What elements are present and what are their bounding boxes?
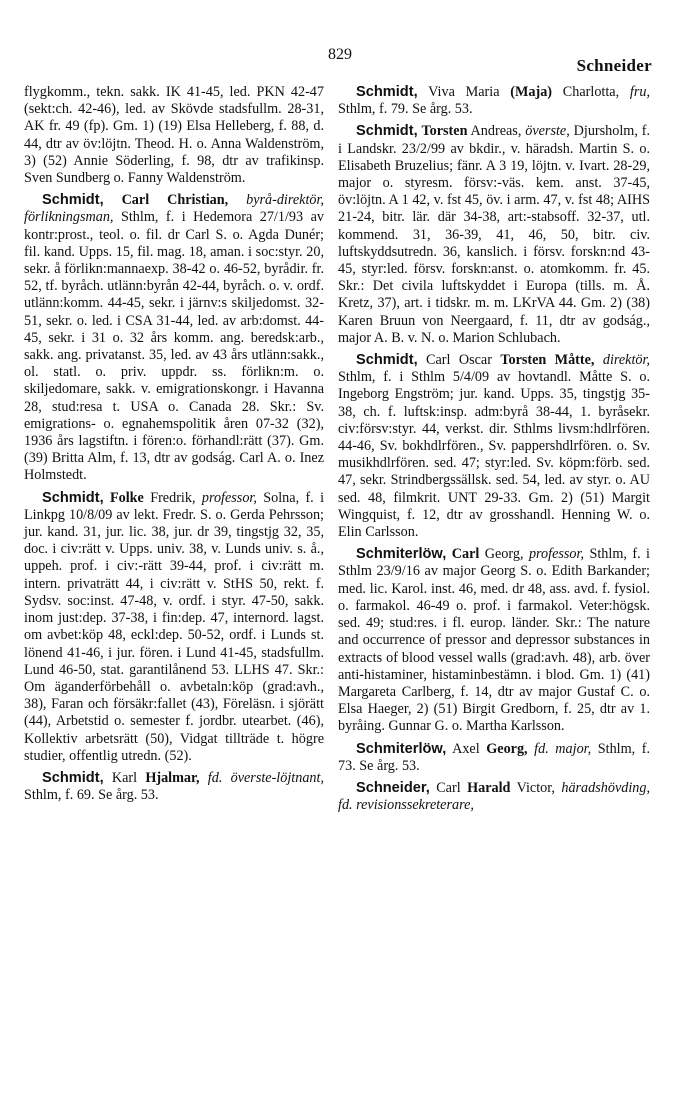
entry-given-name: Axel bbox=[452, 740, 480, 757]
entry-text: flygkomm., tekn. sakk. IK 41-45, led. PKN 42-47 (sekt:ch. 42-46), led. av Skövde stadsfullm. 28-31, AK fr. 49 (fp). Gm. 1) (19) Elsa Helleberg, f. 88, d. 44, dtr av öv:löjtn. Theod. H. o. Anna Waldenström, 3) (52) Annie Söderling, f. 98, dtr av trafikinsp. Sven Sundberg o. Fanny Waldenström. bbox=[24, 84, 324, 187]
entry-call-name: Torsten bbox=[421, 123, 468, 140]
entry-text: Sthlm, f. i Hedemora 27/1/93 av kontr:prost., teol. o. fil. dr Carl S. o. Agda Dunér; fil. kand. Upps. 15, fil. mag. 18, aman. i soc:styr. 20, sekr. å förlikn:mannaexp. 38-42 o. 46-52, byrådir. fr. 52, tf. byråch. utlänn:byrån 42-44, byråch. o. v. ordf. utlänn:komm. 44-45, sekr. i järnv:s skiljedomst. 32-51, sekr. o. led. i CSA 31-44, led. av arb:domst. 44-45, sekr. i 31 o. 32 års komm. ang. beredsk:arb., sakk. ang. privatanst. 35, led. av 43 års utlänn:sakk., ol. statl. o. priv. uppdr. ss. förlikn:m. o. skiljedomare, sakk. v. emigrationskongr. i Havanna 28, stud:resa t. USA o. Canada 28. Skr.: Sv. emigrations- o. egnahemspolitik åren 07-32 (32), 1936 års lagstiftn. i fören:o. förhandl:rätt (37). Gm. (39) Britta Alm, f. 13, dtr av godság. Carl A. o. Inez Holmstedt. bbox=[24, 209, 324, 484]
entry-call-name: Hjalmar, bbox=[145, 769, 200, 786]
entry-title: byrå-direktör, förlikningsman, bbox=[24, 192, 324, 226]
left-column bbox=[24, 84, 324, 809]
entry-surname: Schmiterlöw, bbox=[356, 740, 447, 757]
entry-given-name-after: Andreas, bbox=[467, 123, 522, 140]
entry-text: Sthlm, f. i Sthlm 23/9/16 av major Georg S. o. Edith Barkander; med. lic. Karol. inst. 46, med. dr 48, ass. avd. f. fysiol. o. farmakol. 46-49 o. prof. i farmakol. Veter:högsk. sed. 49; stud:res. i fl. europ. länder. Skr.: The nature and occurrence of pressor and depressor substances in extracts of blood vessel walls (grad:avh. 48), arb. över anti-histaminer, histaminbestämn. i blod. Gm. 1) (41) Margareta Carlberg, f. 14, dtr av major Gustaf C. o. Elsa Haeger, 2) (51) Birgit Gredborn, f. 25, dtr av 1. byråing. Gunnar G. o. Martha Karlsson. bbox=[338, 546, 650, 735]
entry-call-name: Harald bbox=[467, 779, 511, 796]
entry-text: Djursholm, f. i Landskr. 23/2/99 av bkdir., v. häradsh. Martin S. o. Elisabeth Bruzelius; fänr. A 3 19, löjtn. v. Ivart. 28-29, major o. styresm. försv:-väs. kem. anst. 37-45, öv:löjtn. A 1 42, v. fst 45, öv. i arm. 47, v. fst 48; AIHS 21-24, bitr. lär. där 34-38, art:-stabsoff. 32-37, utl. kommend. 31, 36-39, 41, 46, 50, bitr. civ. luftskyddsutredn. 36, kanslich. i försv. forskn:nd 43-45, styr:led. försv. forskn:anst. o. atomkomm. fr. 45. Skr.: Det civila luftskyddet i Europa (tills. m. Å. Kretz, 37), art. i tidskr. m. m. LKrVA 44. Gm. 2) (38) Karen Bruun von Neergaard, f. 11, dtr av godság., major A. B. v. N. o. Marion Schlubach. bbox=[338, 123, 650, 346]
entry-surname: Schmidt, bbox=[42, 769, 104, 786]
biography-entry bbox=[338, 780, 650, 814]
entry-surname: Schmiterlöw, bbox=[356, 546, 447, 563]
entry-given-name-after: Fredrik, bbox=[143, 489, 196, 506]
entry-call-name: Carl Christian, bbox=[121, 192, 229, 209]
biography-entry bbox=[338, 84, 650, 118]
biography-entry bbox=[338, 741, 650, 775]
entry-given-name: Karl bbox=[111, 769, 138, 786]
entry-title: direktör, bbox=[602, 352, 651, 369]
entry-call-name: Torsten Måtte, bbox=[500, 352, 595, 369]
entry-given-name: Carl bbox=[436, 779, 461, 796]
entry-title: professor, bbox=[528, 546, 585, 563]
entry-given-name-after: Georg, bbox=[479, 546, 524, 563]
entry-call-name: Folke bbox=[109, 489, 144, 506]
entry-given-name-after: Charlotta, bbox=[552, 84, 620, 100]
entry-surname: Schmidt, bbox=[42, 489, 104, 506]
biography-entry bbox=[338, 352, 650, 541]
entry-text: Sthlm, f. 79. Se årg. 53. bbox=[338, 101, 473, 118]
entry-given-name: Carl Oscar bbox=[426, 352, 492, 369]
page-number: 829 bbox=[328, 46, 352, 63]
running-head: Schneider bbox=[576, 56, 652, 75]
entry-surname: Schmidt, bbox=[42, 192, 104, 209]
entry-surname: Schneider, bbox=[356, 779, 430, 796]
biography-entry bbox=[338, 546, 650, 735]
biography-entry bbox=[24, 192, 324, 484]
entry-title: fru, bbox=[629, 84, 651, 100]
entry-surname: Schmidt, bbox=[356, 123, 418, 140]
entry-title: överste, bbox=[525, 123, 570, 140]
entry-call-name: Carl bbox=[451, 546, 480, 563]
entry-text: Solna, f. i Linkpg 10/8/09 av lekt. Fredr. S. o. Gerda Pehrsson; jur. kand. 31, jur. lic. 38, jur. dr 39, tingstjg 32, 35, doc. i civ:rätt v. Upps. univ. 38, v. Lunds univ. s. å., uppeh. prof. i civ:-rätt 39-44, prof. i civ:rätt m. intern. privaträtt 44, i civ:rätt v. StHS 50, rekt. f. Sydsv. soc:inst. 47-48, v. ordf. i styr. 47-50, sakk. inom just:dep. 37-38, i fin:dep. 47, internord. lagst. om avbet:köp 48, eckl:dep. 50-52, ordf. i Lunds st. lönend 41-46, i jur. fören. i Lund 41-45, stadsfullm. Lund 46-50, stat. garantilånend 53. LLHS 47. Skr.: Om äganderförbehåll o. avbetaln:köp (grad:avh., 38), Faran och försäkr:fallet (43), Föreläsn. i sjörätt (44), Arbetstid o. semester f. jordbr. utearbet. (46), Kollektiv arbetsrätt (50), Vidgat tillträde t. högre studier, offentlig utredn. (52). bbox=[24, 489, 325, 764]
entry-text: Sthlm, f. i Sthlm 5/4/09 av hovtandl. Måtte S. o. Ingeborg Engström; jur. kand. Upps. 35, tingstjg 35-38, ch. f. luftsk:insp. adm:byrå 38-44, 1. byråsekr. civ:försv:styr. 44, verkst. dir. Sthlms livsm:hdlrfören. 44-46, Sv. bokhdlrfören., Sv. pappershdlrfören. o. Sv. musikhdlrfören. sed. 47; styr:led. Sv. köpm:förb. sed. 47, sekr. Strindbergssällsk. sed. 54, led. av styr. o. AU sed. 48, filmkrit. UNT 29-33. Gm. 2) (51) Margit Wingquist, f. 12, dtr av grosshandl. Henning W. o. Elin Carlsson. bbox=[338, 369, 650, 541]
right-column bbox=[338, 84, 650, 819]
entry-title: fd. överste-löjtnant, bbox=[207, 769, 324, 786]
entry-title: professor, bbox=[201, 489, 257, 506]
entry-call-name: (Maja) bbox=[510, 84, 553, 100]
entry-continuation bbox=[24, 84, 324, 187]
entry-surname: Schmidt, bbox=[356, 84, 418, 100]
biography-entry bbox=[338, 123, 650, 347]
biography-entry bbox=[24, 770, 324, 804]
entry-text: Sthlm, f. 73. Se årg. 53. bbox=[338, 740, 651, 774]
entry-call-name: Georg, bbox=[486, 740, 528, 757]
entry-text: Sthlm, f. 69. Se årg. 53. bbox=[24, 787, 159, 804]
entry-title: fd. major, bbox=[534, 740, 592, 757]
biography-entry bbox=[24, 490, 324, 765]
entry-given-name-after: Victor, bbox=[510, 779, 555, 796]
entry-given-name: Viva Maria bbox=[428, 84, 500, 100]
entry-surname: Schmidt, bbox=[356, 352, 418, 369]
entry-title: häradshövding, fd. revisionssekreterare, bbox=[338, 779, 651, 814]
